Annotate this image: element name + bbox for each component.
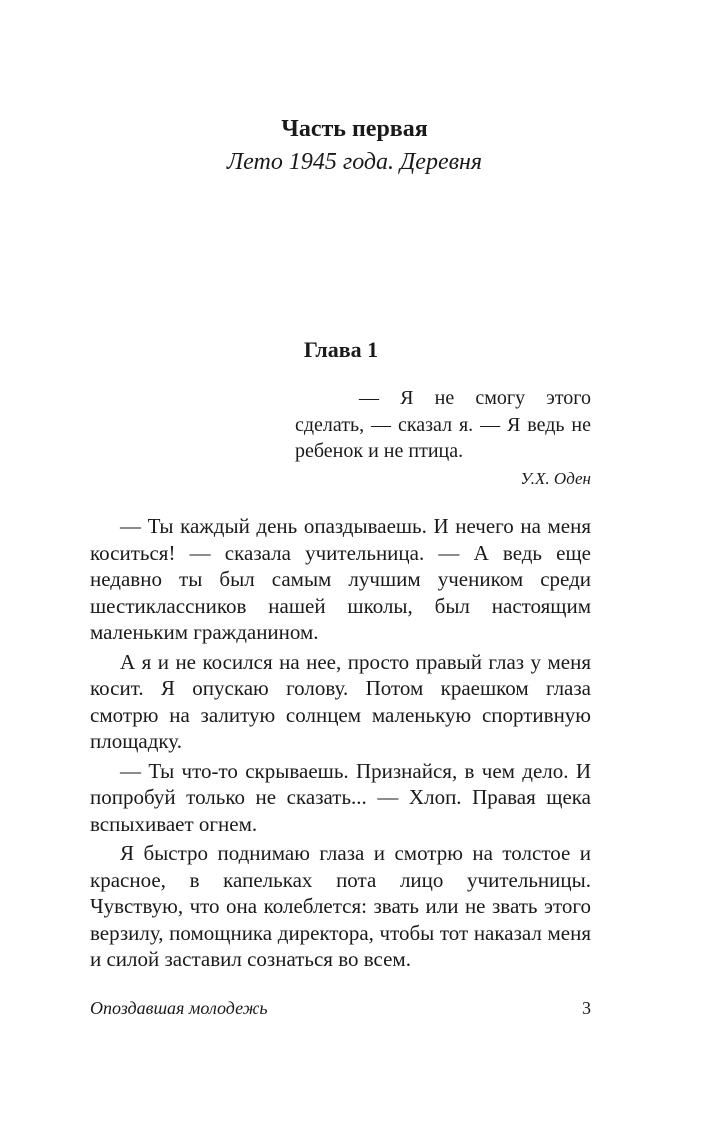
paragraph: А я и не косился на нее, просто правый глаз у меня косит. Я опускаю голову. Потом краешком глаза смотрю на залитую солнцем маленькую спортивную площадку. — [90, 649, 591, 753]
epigraph-text: — Я не смогу этого сделать, — сказал я. — Я ведь не ребенок и не птица. — [295, 387, 591, 462]
part-subtitle: Лето 1945 года. Деревня — [226, 149, 483, 175]
page-number: 3 — [582, 998, 591, 1018]
paragraph: — Ты что-то скрываешь. Признайся, в чем дело. И попробуй только не сказать... — Хлоп. Правая щека вспыхивает огнем. — [90, 758, 591, 836]
paragraph: Я быстро поднимаю глаза и смотрю на толстое и красное, в капельках пота лицо учительницы. Чувствую, что она колеблется: звать или не звать этого верзилу, помощника директора, чтобы тот наказал меня и силой заставил сознаться во всем. — [90, 841, 591, 971]
chapter-title: Глава 1 — [303, 337, 379, 362]
epigraph — [295, 385, 591, 490]
part-title: Часть первая — [281, 116, 428, 142]
epigraph-author: У.Х. Оден — [520, 468, 591, 488]
body-text — [90, 513, 591, 976]
paragraph: — Ты каждый день опаздываешь. И нечего на меня коситься! — сказала учительница. — А ведь еще недавно ты был самым лучшим учеником среди шестиклассников нашей школы, был настоящим маленьким гражданином. — [90, 514, 591, 644]
running-footer-title: Опоздавшая молодежь — [90, 998, 268, 1018]
